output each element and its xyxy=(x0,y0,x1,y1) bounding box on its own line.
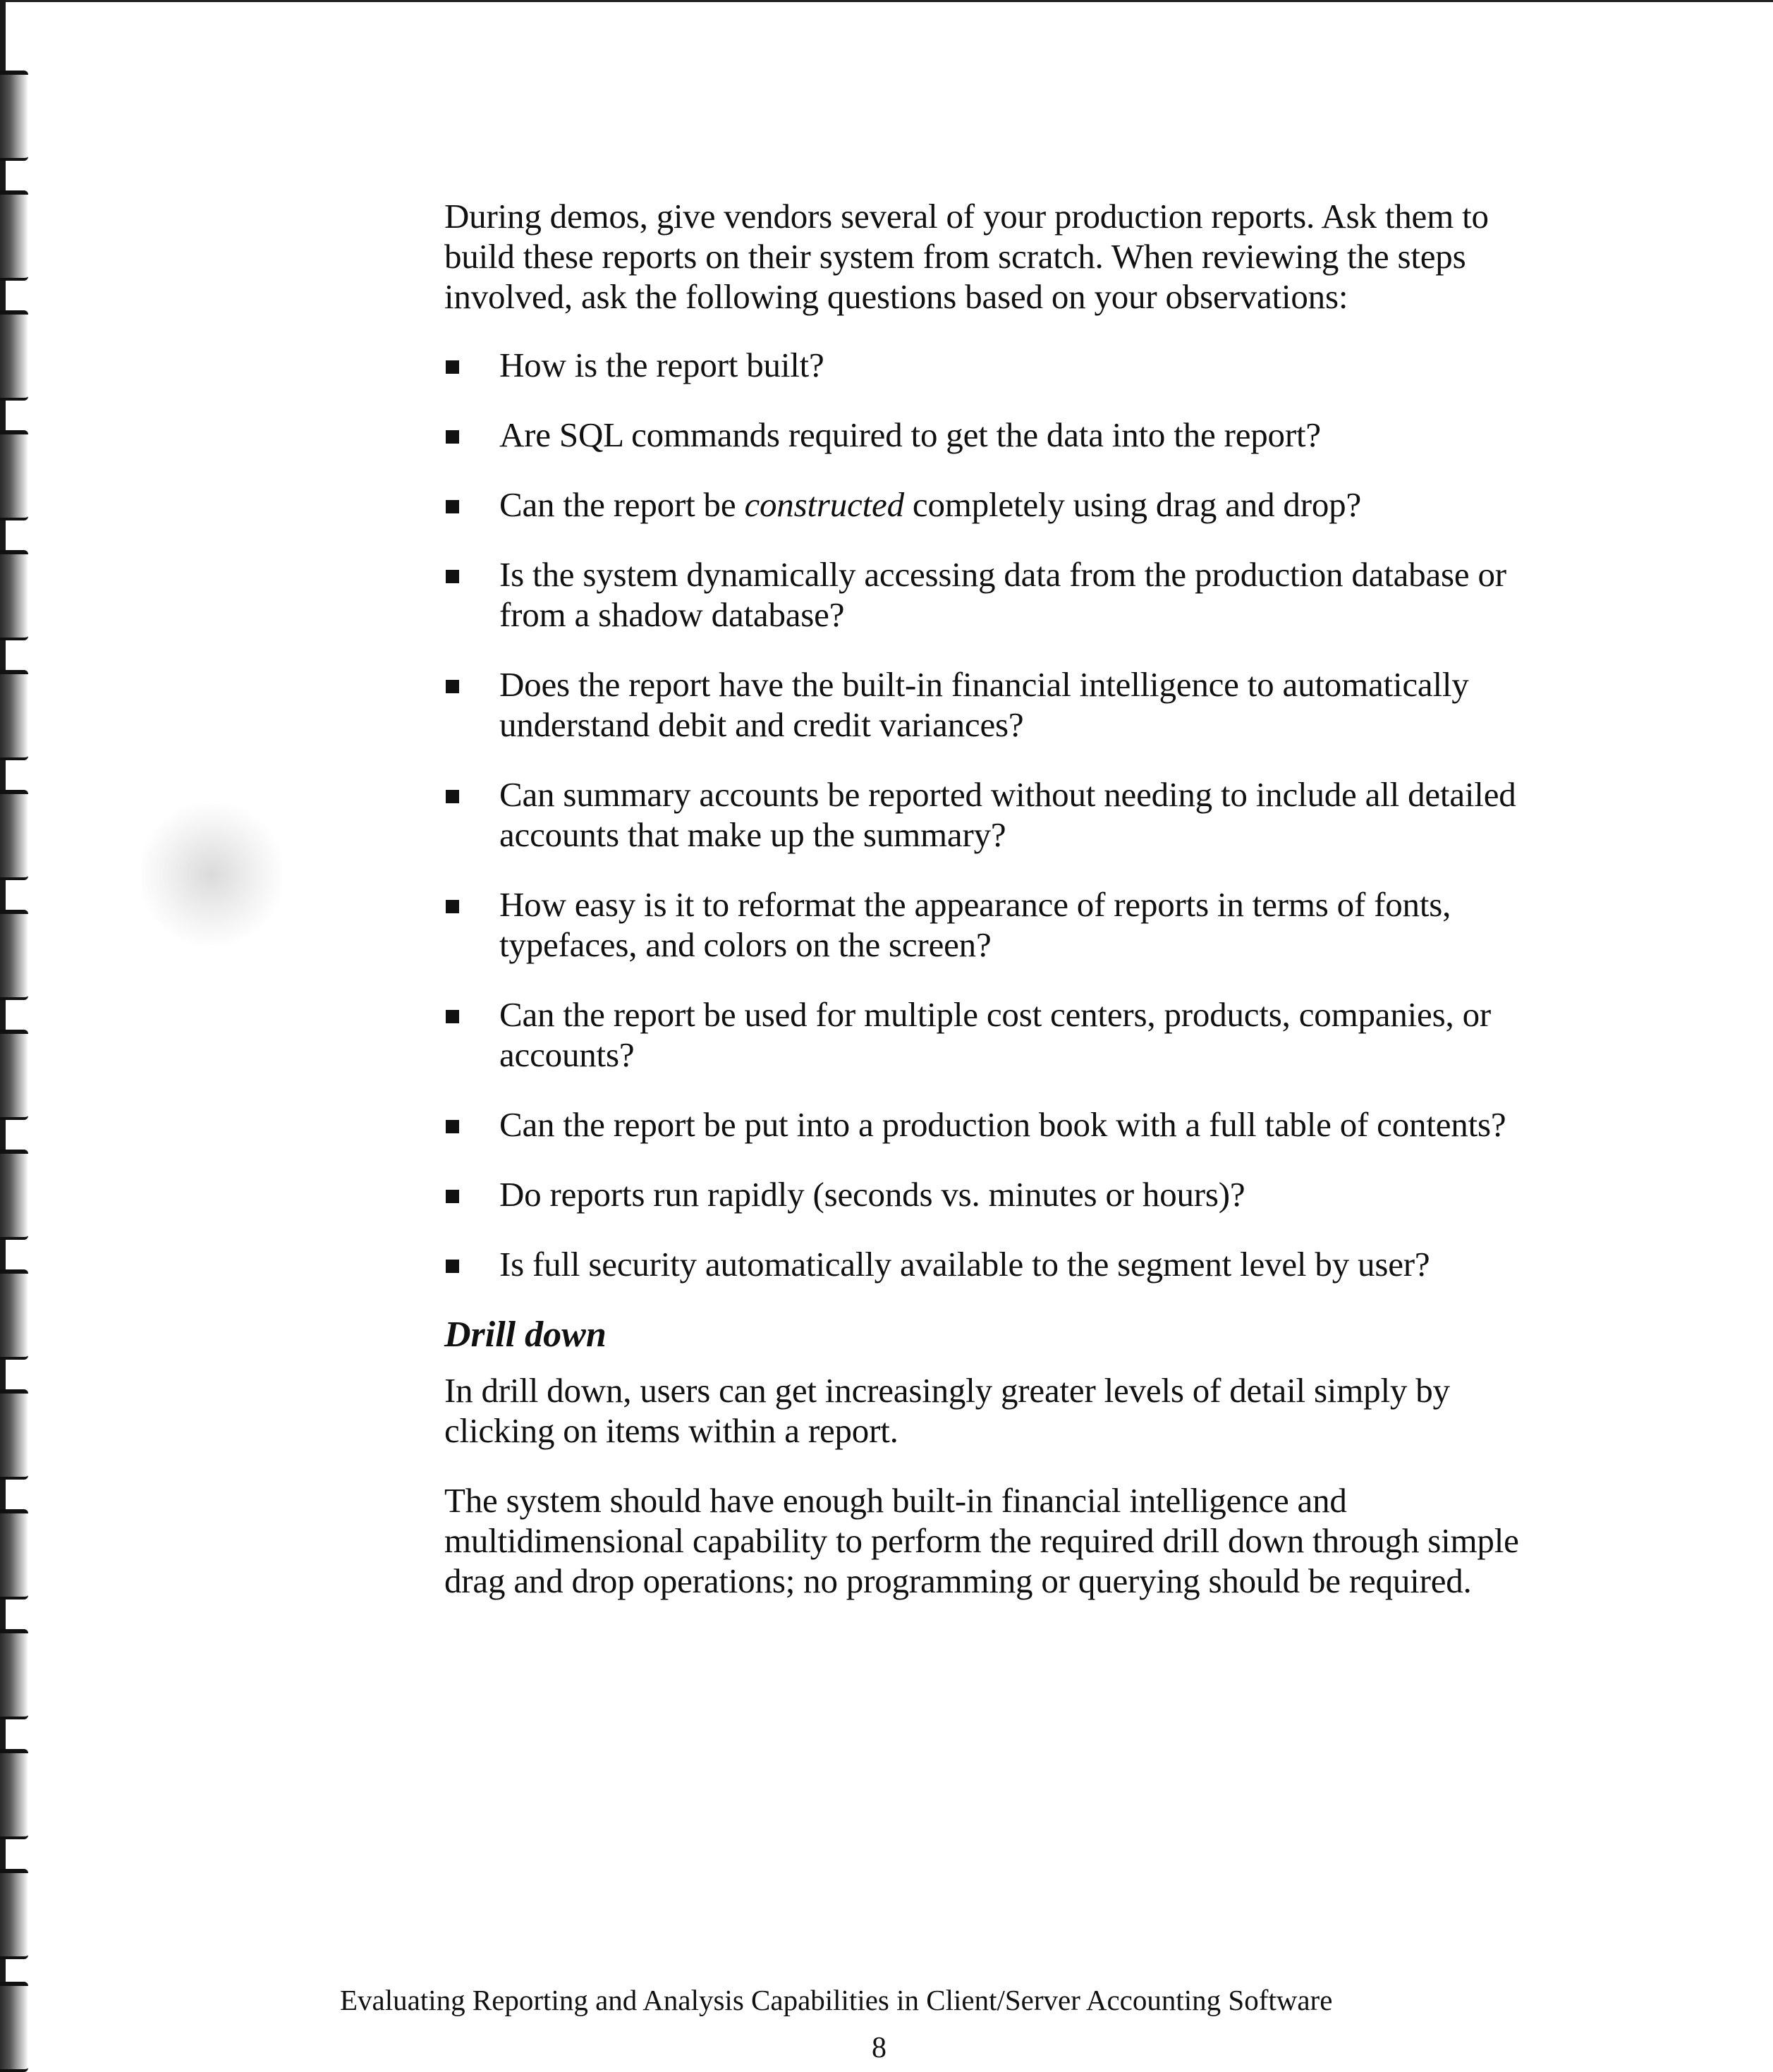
binding-ring xyxy=(0,310,28,401)
bullet-square-icon xyxy=(446,900,459,913)
list-item xyxy=(444,1104,1544,1145)
binding-ring xyxy=(0,1389,28,1480)
list-item xyxy=(444,1244,1544,1284)
binding-ring xyxy=(0,71,28,161)
bullet-square-icon xyxy=(446,1190,459,1203)
question-list xyxy=(444,345,1544,1284)
binding-ring xyxy=(0,1749,28,1839)
bullet-square-icon xyxy=(446,500,459,513)
spiral-binding xyxy=(0,0,31,2064)
bullet-square-icon xyxy=(446,430,459,444)
binding-ring xyxy=(0,1869,28,1959)
scan-smudge xyxy=(141,804,282,945)
binding-ring xyxy=(0,1509,28,1599)
list-item xyxy=(444,1174,1544,1214)
intro-paragraph: During demos, give vendors several of your production reports. Ask them to build these reports on their system from scratch. When reviewing the steps involved, ask the following questions based on your observations: xyxy=(444,197,1489,316)
bullet-square-icon xyxy=(446,1260,459,1273)
list-item-text: Do reports run rapidly (seconds vs. minutes or hours)? xyxy=(499,1175,1245,1214)
list-item xyxy=(444,485,1544,525)
list-item xyxy=(444,774,1544,855)
list-item-text: Are SQL commands required to get the data into the report? xyxy=(499,415,1321,454)
bullet-square-icon xyxy=(446,1010,459,1023)
list-item xyxy=(444,994,1544,1075)
list-item-text: Can summary accounts be reported without needing to include all detailed accounts that make up the summary? xyxy=(499,775,1516,854)
binding-ring xyxy=(0,670,28,760)
list-item xyxy=(444,345,1544,385)
list-item xyxy=(444,554,1544,635)
section-heading: Drill down xyxy=(444,1315,607,1355)
bullet-square-icon xyxy=(446,570,459,583)
list-item-text: Can the report be xyxy=(499,485,745,524)
list-item-text: Is full security automatically available to the segment level by user? xyxy=(499,1245,1430,1284)
page-number: 8 xyxy=(872,2032,886,2064)
bullet-square-icon xyxy=(446,360,459,374)
list-item xyxy=(444,884,1544,965)
list-item-text: Does the report have the built-in financial intelligence to automatically understand debit and credit variances? xyxy=(499,665,1469,744)
list-item-text: Can the report be used for multiple cost centers, products, companies, or accounts? xyxy=(499,995,1491,1074)
binding-ring xyxy=(0,1629,28,1719)
binding-ring xyxy=(0,1982,28,2072)
page-top-edge xyxy=(0,0,1773,2)
binding-ring xyxy=(0,790,28,880)
binding-ring xyxy=(0,1269,28,1360)
footer-title: Evaluating Reporting and Analysis Capabilities in Client/Server Accounting Software xyxy=(340,1984,1333,2016)
list-item-emphasis: constructed xyxy=(744,485,904,524)
binding-ring xyxy=(0,550,28,640)
binding-ring xyxy=(0,1150,28,1240)
binding-ring xyxy=(0,1030,28,1120)
list-item-text: How is the report built? xyxy=(499,346,824,384)
list-item-text: Can the report be put into a production book with a full table of contents? xyxy=(499,1105,1506,1144)
bullet-square-icon xyxy=(446,790,459,803)
section-paragraph: In drill down, users can get increasingly greater levels of detail simply by clicking on items within a report. xyxy=(444,1371,1450,1450)
page-content xyxy=(444,196,1544,1631)
binding-ring xyxy=(0,910,28,1000)
list-item xyxy=(444,415,1544,455)
list-item-text: Is the system dynamically accessing data from the production database or from a shadow database? xyxy=(499,555,1506,634)
list-item xyxy=(444,664,1544,745)
binding-ring xyxy=(0,190,28,281)
binding-ring xyxy=(0,430,28,520)
section-paragraph: The system should have enough built-in financial intelligence and multidimensional capability to perform the required drill down through simple drag and drop operations; no programming or querying should be required. xyxy=(444,1481,1519,1600)
bullet-square-icon xyxy=(446,1120,459,1133)
list-item-text: completely using drag and drop? xyxy=(903,485,1361,524)
bullet-square-icon xyxy=(446,680,459,693)
list-item-text: How easy is it to reformat the appearance of reports in terms of fonts, typefaces, and colors on the screen? xyxy=(499,885,1451,964)
